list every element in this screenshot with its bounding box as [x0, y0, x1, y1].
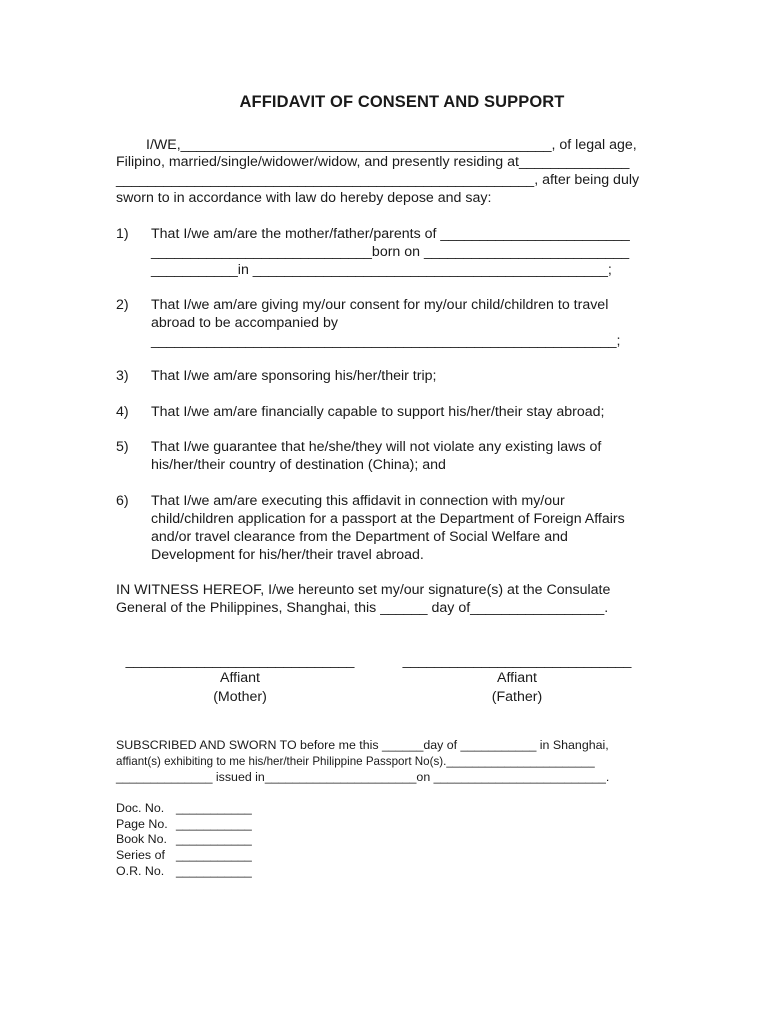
page-no-blank: ___________	[176, 817, 252, 831]
intro-line-3: _____________________________________________________, after being duly	[116, 172, 640, 188]
signature-relation-mother: (Mother)	[213, 689, 267, 705]
witness-line-2: General of the Philippines, Shanghai, this ______ day of_________________.	[116, 600, 609, 616]
book-no-label: Book No.	[116, 832, 167, 846]
item-4-line-1: That I/we am/are financially capable to support his/her/their stay abroad;	[151, 404, 605, 420]
item-2-line-3: ___________________________________________________________;	[151, 333, 621, 349]
item-number: 2)	[116, 297, 129, 313]
item-1-line-3: ___________in _____________________________________________;	[151, 262, 612, 278]
item-5-line-1: That I/we guarantee that he/she/they will not violate any existing laws of	[151, 439, 602, 455]
page-no-label: Page No.	[116, 817, 168, 831]
document-title: AFFIDAVIT OF CONSENT AND SUPPORT	[239, 93, 565, 111]
item-6-line-4: Development for his/her/their travel abroad.	[151, 547, 424, 563]
signature-relation-father: (Father)	[491, 689, 543, 705]
witness-line-1: IN WITNESS HEREOF, I/we hereunto set my/our signature(s) at the Consulate	[116, 582, 611, 598]
jurat-line-3: ______________ issued in______________________on _________________________.	[116, 770, 610, 784]
series-label: Series of	[116, 848, 165, 862]
jurat-line-1: SUBSCRIBED AND SWORN TO before me this ______day of ___________ in Shanghai,	[116, 738, 609, 752]
item-number: 3)	[116, 368, 129, 384]
item-1-line-2: ____________________________born on __________________________	[151, 244, 630, 260]
item-2-line-2: abroad to be accompanied by	[151, 315, 338, 331]
item-number: 6)	[116, 493, 129, 509]
signature-role-mother: Affiant	[220, 670, 260, 686]
doc-no-blank: ___________	[176, 801, 252, 815]
intro-line-1: I/WE,_______________________________________________, of legal age,	[146, 137, 637, 153]
series-blank: ___________	[176, 848, 252, 862]
or-no-blank: ___________	[176, 864, 252, 878]
item-3-line-1: That I/we am/are sponsoring his/her/their trip;	[151, 368, 437, 384]
item-6-line-3: and/or travel clearance from the Department of Social Welfare and	[151, 529, 568, 545]
book-no-blank: ___________	[176, 832, 252, 846]
item-2-line-1: That I/we am/are giving my/our consent for my/our child/children to travel	[151, 297, 609, 313]
item-1-line-1: That I/we am/are the mother/father/parents of ________________________	[151, 226, 630, 242]
item-6-line-1: That I/we am/are executing this affidavit in connection with my/our	[151, 493, 565, 509]
signature-line-father: _____________________________	[402, 653, 632, 669]
item-number: 1)	[116, 226, 129, 242]
item-number: 5)	[116, 439, 129, 455]
item-number: 4)	[116, 404, 129, 420]
doc-no-label: Doc. No.	[116, 801, 165, 815]
jurat-line-2: affiant(s) exhibiting to me his/her/their Philippine Passport No(s)._______________________	[116, 755, 595, 768]
or-no-label: O.R. No.	[116, 864, 165, 878]
item-6-line-2: child/children application for a passport at the Department of Foreign Affairs	[151, 511, 625, 527]
item-5-line-2: his/her/their country of destination (China); and	[151, 457, 446, 473]
signature-role-father: Affiant	[497, 670, 537, 686]
signature-line-mother: _____________________________	[125, 653, 355, 669]
intro-line-4: sworn to in accordance with law do hereby depose and say:	[116, 190, 492, 206]
intro-line-2: Filipino, married/single/widower/widow, and presently residing at______________	[116, 154, 630, 170]
